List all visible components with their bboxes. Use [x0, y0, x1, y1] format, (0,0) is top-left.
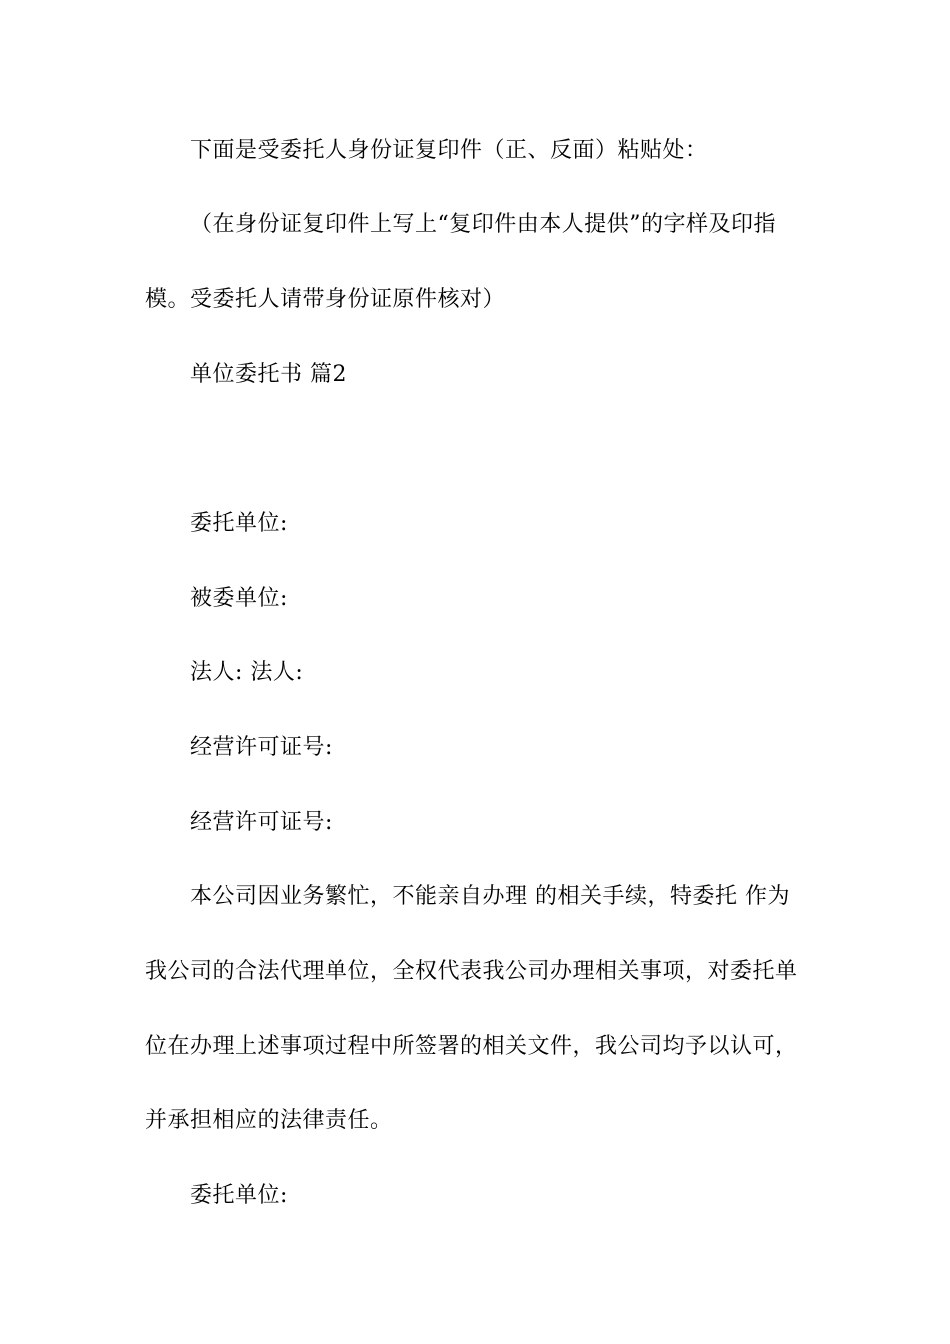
license-number-label-1: 经营许可证号:	[190, 735, 333, 760]
section-title: 单位委托书 篇2	[190, 362, 347, 387]
paste-instruction-line: 下面是受委托人身份证复印件（正、反面）粘贴处：	[190, 138, 708, 163]
entrusting-unit-signature-label: 委托单位:	[190, 1183, 288, 1208]
note-line-2: 模。受委托人请带身份证原件核对）	[145, 287, 506, 312]
note-line-1: （在身份证复印件上写上“复印件由本人提供”的字样及印指	[190, 212, 776, 237]
license-number-label-2: 经营许可证号:	[190, 810, 333, 835]
body-paragraph-line-1: 本公司因业务繁忙，不能亲自办理 的相关手续，特委托 作为	[190, 884, 790, 909]
legal-person-label: 法人: 法人:	[190, 660, 304, 685]
entrusted-unit-label: 被委单位:	[190, 586, 288, 611]
entrusting-unit-label: 委托单位:	[190, 511, 288, 536]
body-paragraph-line-4: 并承担相应的法律责任。	[145, 1108, 393, 1133]
body-paragraph-line-2: 我公司的合法代理单位，全权代表我公司办理相关事项，对委托单	[145, 959, 798, 984]
body-paragraph-line-3: 位在办理上述事项过程中所签署的相关文件，我公司均予以认可，	[145, 1034, 798, 1059]
